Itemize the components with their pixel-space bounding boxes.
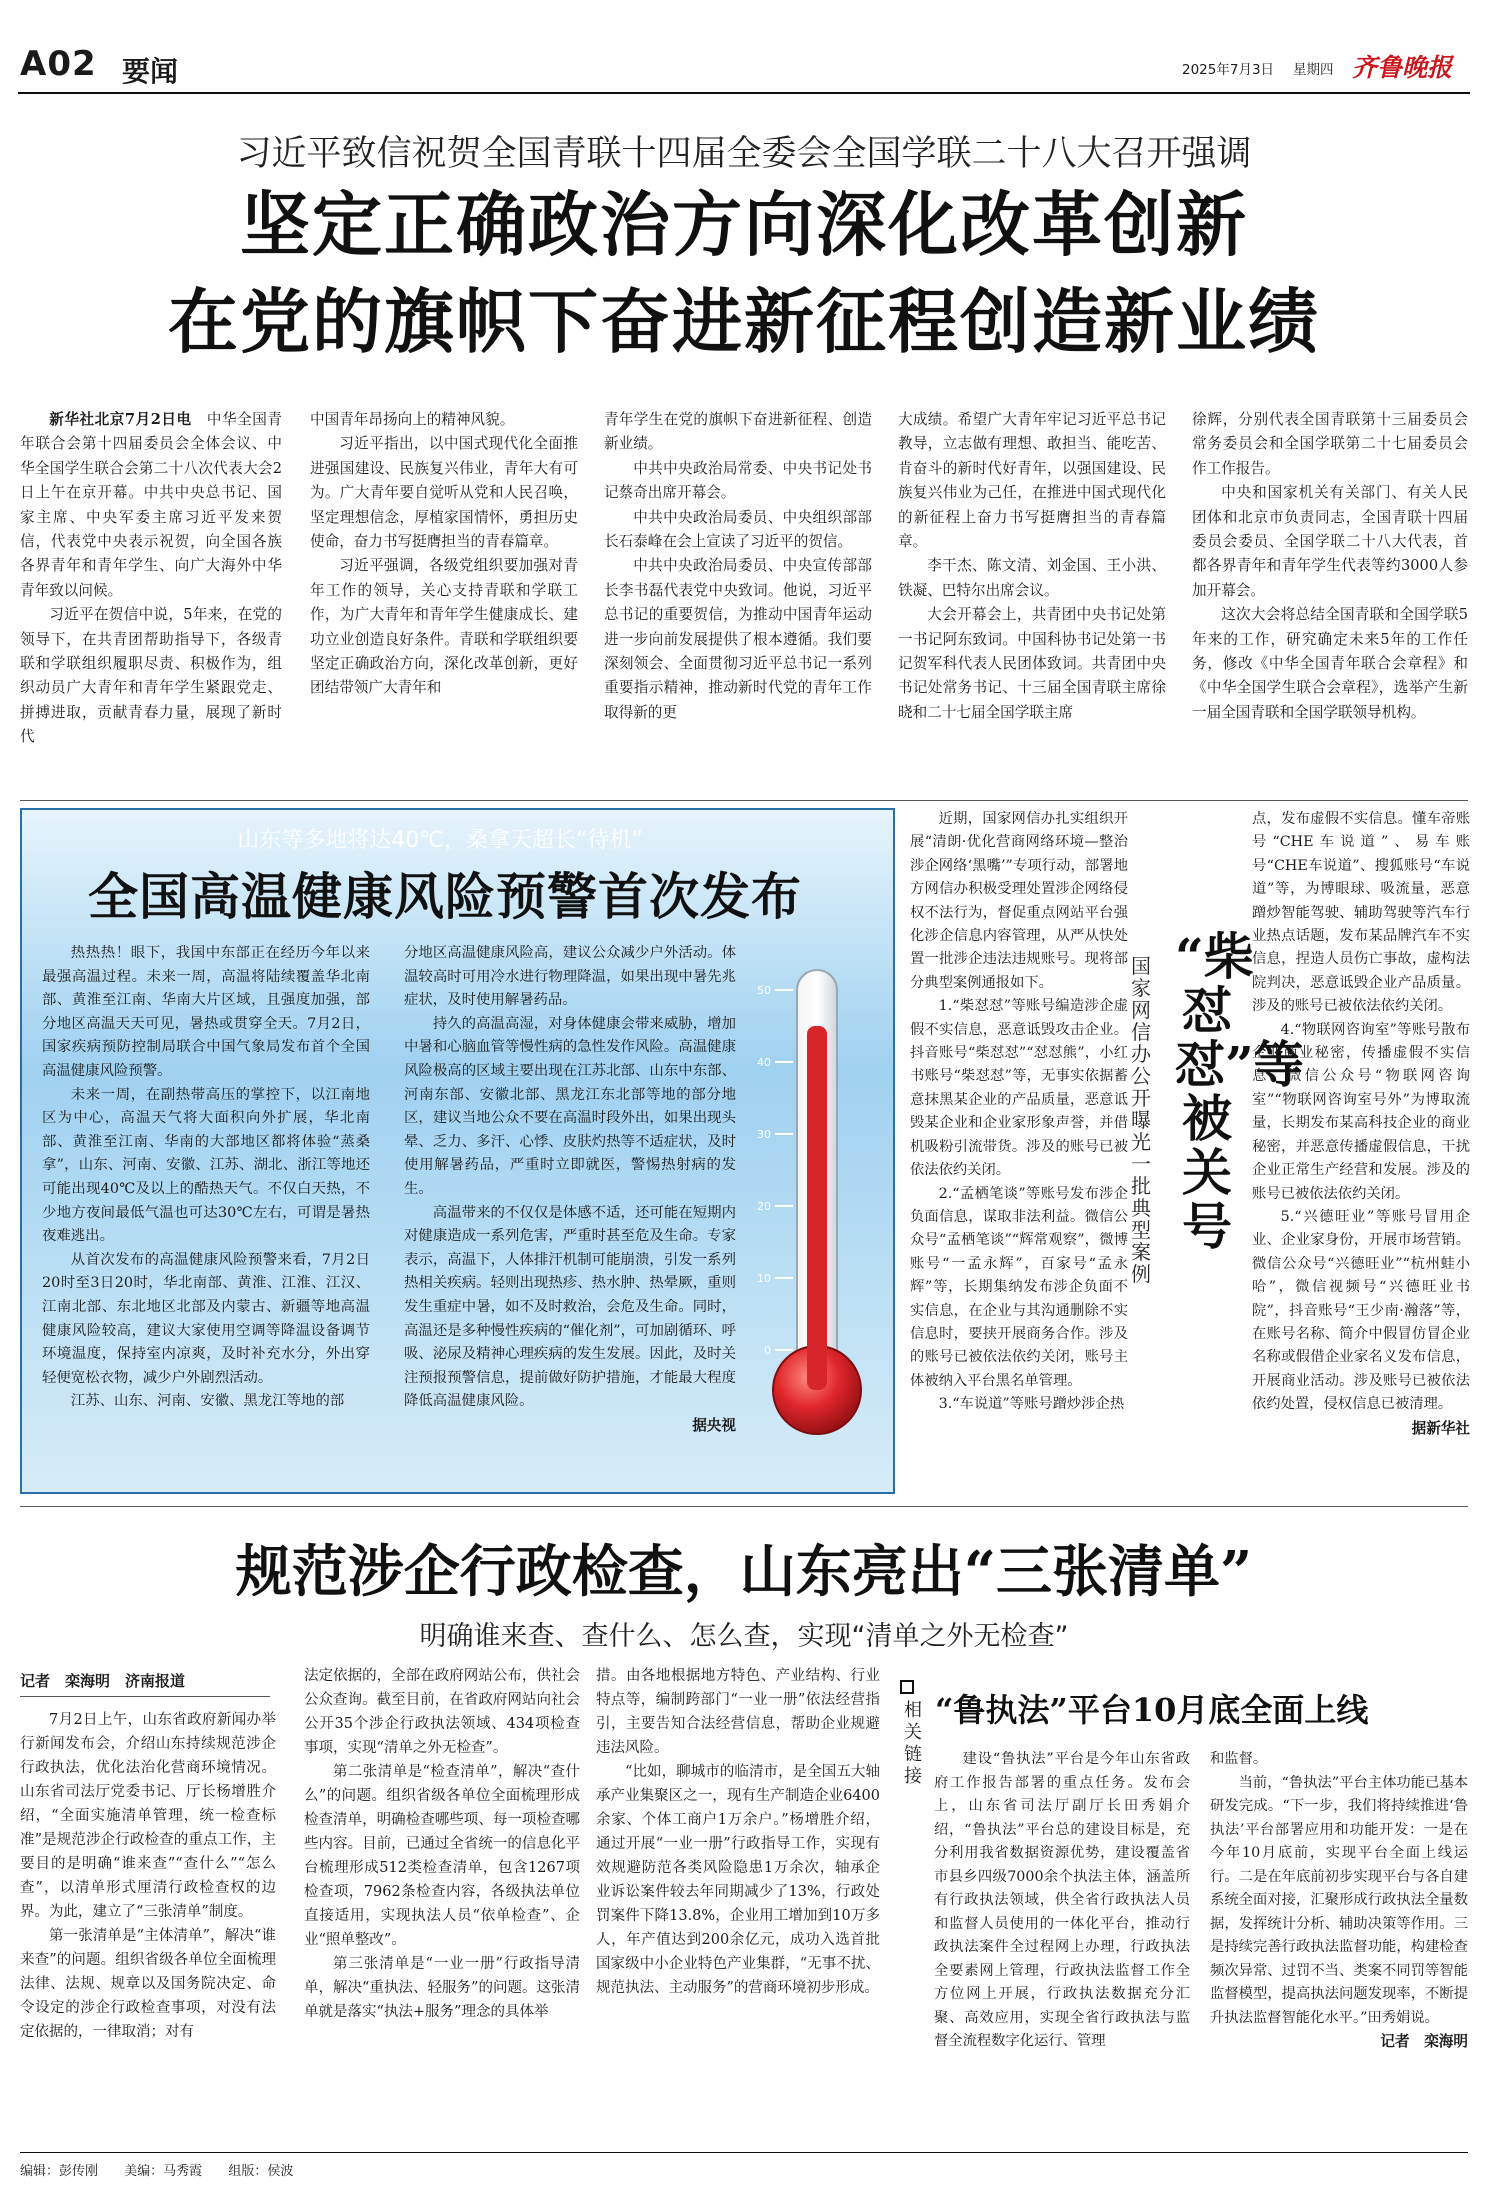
chai-paragraph: 近期，国家网信办扎实组织开展“清朗·优化营商网络环境—整治涉企网络‘黑嘴’”专项行动，部署地方网信办积极受理处置涉企网络侵权不法行为，督促重点网站平台强化涉企信息内容管理，从严从快处置一批涉企违法违规账号。现将部分典型案例通报如下。	[910, 811, 1128, 991]
heat-column-2	[404, 942, 736, 1487]
thermometer-tick-label: 40	[757, 1056, 771, 1069]
lead-column-1	[20, 408, 282, 798]
inspect-paragraph: 措。由各地根据地方特色、产业结构、行业特点等，编制跨部门“一业一册”依法经营指引，主要告知合法经营信息，帮助企业规避违法风险。	[596, 1668, 880, 1756]
lead-paragraph: 中共中央政治局委员、中央组织部部长石泰峰在会上宣读了习近平的贺信。	[604, 508, 872, 551]
issue-weekday: 星期四	[1293, 62, 1334, 78]
lead-paragraph: 习近平强调，各级党组织要加强对青年工作的领导，关心支持青联和学联工作，为广大青年和青年学生健康成长、建功立业创造良好条件。青联和学联组织要坚定正确政治方向，深化改革创新，更好团结带领广大青年和	[310, 557, 578, 697]
inspect-byline: 记者 栾海明 济南报道	[20, 1672, 186, 1690]
luzhifa-paragraph: 当前，“鲁执法”平台主体功能已基本研发完成。“下一步，我们将持续推进‘鲁执法’平台部署应用和功能开发：一是在今年10月底前，实现平台全面上线运行。二是在年底前初步实现平台与各自建系统全面对接，汇聚形成行政执法全量数据，发挥统计分析、辅助决策等作用。三是持续完善行政执法监督功能，构建检查频次异常、过罚不当、类案不同罚等智能监督模型，提高执法问题发现率，不断提升执法监督智能化水平。”田秀娟说。	[1210, 1774, 1468, 2026]
heat-kicker: 山东等多地将达40℃，桑拿天超长“待机”	[237, 828, 643, 853]
thermometer-tick-label: 30	[757, 1128, 771, 1141]
thermometer-mercury	[807, 1026, 827, 1390]
heat-title: 全国高温健康风险预警首次发布	[88, 867, 802, 926]
luzhifa-title: “鲁执法”平台10月底全面上线	[935, 1691, 1369, 1729]
related-link-tag: 相关链接	[904, 1700, 922, 1787]
inspect-title: 规范涉企行政检查，山东亮出“三张清单”	[235, 1539, 1253, 1605]
heat-paragraph: 从首次发布的高温健康风险预警来看，7月2日20时至3日20时，华北南部、黄淮、江淮、江汉、江南北部、东北地区北部及内蒙古、新疆等地高温健康风险较高，建议大家使用空调等降温设备调节环境温度，保持室内凉爽，及时补充水分，外出穿轻便宽松衣物，减少户外剧烈活动。	[42, 1251, 370, 1386]
inspect-column-1	[20, 1708, 276, 2148]
lead-paragraph: 这次大会将总结全国青联和全国学联5年来的工作，研究确定未来5年的工作任务，修改《中华全国青年联合会章程》和《中华全国学生联合会章程》，选举产生新一届全国青联和全国学联领导机构。	[1192, 606, 1468, 721]
thermometer-icon	[735, 950, 885, 1450]
lead-paragraph: 中华全国青年联合会第十四届委员会全体会议、中华全国学生联合会第二十八次代表大会2日上午在京开幕。中共中央总书记、国家主席、中央军委主席习近平发来贺信，代表党中央表示祝贺，向全国各族各界青年和青年学生、向广大海外中华青年致以问候。	[20, 411, 282, 599]
chai-paragraph: 1.“柴怼怼”等账号编造涉企虚假不实信息，恶意诋毁攻击企业。抖音账号“柴怼怼”“怼怼熊”，小红书账号“柴怼怼”等，无事实依据蓄意抹黑某企业的产品质量，恶意诋毁某企业和企业家形象声誉，并借机吸粉引流带货。涉及的账号已被依法依约关闭。	[910, 998, 1128, 1179]
lead-paragraph: 青年学生在党的旗帜下奋进新征程、创造新业绩。	[604, 411, 872, 453]
inspect-column-2	[304, 1664, 580, 2148]
inspect-paragraph: “比如，聊城市的临清市，是全国五大轴承产业集聚区之一，现有生产制造企业6400余家、个体工商户1万余户。”杨增胜介绍，通过开展“一业一册”行政指导工作，实现有效规避防范各类风险隐患1万余次，轴承企业诉讼案件较去年同期减少了13%，行政处罚案件下降13.8%，企业用工增加到10万多人，年产值达到200余亿元，成功入选首批国家级中小企业特色产业集群，“无事不扰、规范执法、主动服务”的营商环境初步形成。	[596, 1764, 880, 1996]
inspect-paragraph: 第二张清单是“检查清单”，解决“查什么”的问题。组织省级各单位全面梳理形成检查清单，明确检查哪些项、每一项检查哪些内容。目前，已通过全省统一的信息化平台梳理形成512类检查清单，包含1267项检查项，7962条检查内容，各级执法单位直接适用，实现执法人员“依单检查”、企业“照单整改”。	[304, 1764, 580, 1948]
inspect-column-3	[596, 1664, 880, 2148]
lead-paragraph: 中共中央政治局常委、中央书记处书记蔡奇出席开幕会。	[604, 459, 872, 502]
lead-dateline: 新华社北京7月2日电	[49, 411, 192, 428]
lead-paragraph: 大会开幕会上，共青团中央书记处第一书记阿东致词。中国科协书记处第一书记贺军科代表人民团体致词。共青团中央书记处常务书记、十三届全国青联主席徐晓和二十七届全国学联主席	[898, 606, 1166, 721]
heat-column-1	[42, 942, 370, 1487]
section-divider	[20, 1506, 1468, 1507]
section-name: 要闻	[122, 55, 179, 88]
heat-credit: 据央视	[692, 1416, 736, 1434]
heat-paragraph: 持久的高温高湿，对身体健康会带来威胁，增加中暑和心脑血管等慢性病的急性发作风险。高温健康风险极高的区域主要出现在江苏北部、山东中东部、河南东部、安徽北部、黑龙江东北部等地的部分地区，建议当地公众不要在高温时段外出，如果出现头晕、乏力、多汗、心悸、皮肤灼热等不适症状，及时使用解暑药品，严重时立即就医，警惕热射病的发生。	[404, 1015, 736, 1197]
header-rule	[18, 92, 1470, 94]
lead-column-2	[310, 408, 578, 798]
footer-design: 美编：马秀霞	[124, 2164, 203, 2179]
thermometer-scale	[757, 984, 793, 1357]
link-marker-icon	[900, 1680, 914, 1694]
chai-paragraph: 点，发布虚假不实信息。懂车帝账号“CHE车说道”、易车账号“CHE车说道”、搜狐账号“车说道”等，为博眼球、吸流量，恶意蹭炒智能驾驶、辅助驾驶等汽车行业热点话题，发布某品牌汽车不实信息，捏造人员伤亡事故，虚构法院判决，恶意诋毁企业产品质量。涉及的账号已被依法依约关闭。	[1252, 811, 1470, 1015]
section-divider	[20, 800, 1468, 801]
newspaper-logo: 齐鲁晚报	[1352, 53, 1453, 82]
thermometer-tick-label: 10	[757, 1272, 771, 1285]
luzhifa-column-2	[1210, 1748, 1468, 2148]
chai-paragraph: 4.“物联网咨询室”等账号散布企业商业秘密，传播虚假不实信息。微信公众号“物联网咨询室”“物联网咨询室号外”为博取流量，长期发布某高科技企业的商业秘密，并恶意传播虚假信息，干扰企业正常生产经营和发展。涉及的账号已被依法依约关闭。	[1252, 1021, 1470, 1202]
chai-paragraph: 3.“车说道”等账号蹭炒涉企热	[938, 1396, 1125, 1413]
lead-paragraph: 习近平在贺信中说，5年来，在党的领导下，在共青团帮助指导下，各级青联和学联组织履职尽责、积极作为，组织动员广大青年和青年学生紧跟党走、拼搏进取，贡献青春力量，展现了新时代	[20, 606, 282, 746]
chai-paragraph: 2.“孟栖笔谈”等账号发布涉企负面信息，谋取非法利益。微信公众号“孟栖笔谈”“辉常观察”，微博账号“一孟永辉”，百家号“孟永辉”等，长期集纳发布涉企负面不实信息，在企业与其沟通删除不实信息时，要挟开展商务合作。涉及的账号已被依法依约关闭，账号主体被纳入平台黑名单管理。	[910, 1185, 1128, 1389]
lead-column-4	[898, 408, 1166, 798]
inspect-paragraph: 第三张清单是“一业一册”行政指导清单，解决“重执法、轻服务”的问题。这张清单就是落实“执法+服务”理念的具体举	[304, 1956, 580, 2020]
lead-kicker: 习近平致信祝贺全国青联十四届全委会全国学联二十八大召开强调	[236, 134, 1252, 174]
byline-rule	[20, 1696, 270, 1697]
thermometer-tick-label: 20	[757, 1200, 771, 1213]
thermometer-tick-label: 0	[764, 1344, 771, 1357]
lead-paragraph: 中央和国家机关有关部门、有关人民团体和北京市负责同志，全国青联十四届委员会委员、全国学联二十八大代表，首都各界青年和青年学生代表等约3000人参加开幕会。	[1192, 484, 1468, 599]
heat-paragraph: 热热热！眼下，我国中东部正在经历今年以来最强高温过程。未来一周，高温将陆续覆盖华北南部、黄淮至江南、华南大片区域，且强度加强，部分地区高温天天可见，暑热或贯穿全天。7月2日，国家疾病预防控制局联合中国气象局发布首个全国高温健康风险预警。	[42, 945, 370, 1079]
thermometer-tick-label: 50	[757, 984, 771, 997]
luzhifa-paragraph: 和监督。	[1210, 1751, 1268, 1767]
lead-paragraph: 中共中央政治局委员、中央宣传部部长李书磊代表党中央致词。他说，习近平总书记的重要贺信，为推动中国青年运动进一步向前发展提供了根本遵循。我们要深刻领会、全面贯彻习近平总书记一系列重要指示精神，推动新时代党的青年工作取得新的更	[604, 557, 872, 721]
footer-editor: 编辑：彭传刚	[20, 2164, 99, 2179]
lead-paragraph: 徐辉，分别代表全国青联第十三届委员会常务委员会和全国学联第二十七届委员会作工作报告。	[1192, 411, 1468, 477]
chai-kicker: 国家网信办公开曝光一批典型案例	[1131, 954, 1151, 1286]
footer-proof: 组版：侯波	[228, 2164, 294, 2179]
luzhifa-column-1	[934, 1748, 1190, 2148]
lead-title-line2: 在党的旗帜下奋进新征程创造新业绩	[168, 280, 1320, 363]
lead-paragraph: 大成绩。希望广大青年牢记习近平总书记教导，立志做有理想、敢担当、能吃苦、肯奋斗的新时代好青年，以强国建设、民族复兴伟业为己任，在推进中国式现代化的新征程上奋力书写挺膺担当的青春篇章。	[898, 411, 1166, 551]
footer-credits	[20, 2160, 315, 2179]
chai-title: “柴怼怼”等被关号	[1175, 927, 1304, 1256]
lead-column-3	[604, 408, 872, 798]
heat-paragraph: 未来一周，在副热带高压的掌控下，以江南地区为中心，高温天气将大面积向外扩展，华北南部、黄淮至江南、华南的大部地区都将体验“蒸桑拿”，山东、河南、安徽、江苏、湖北、浙江等地还可能出现40℃及以上的酷热天气。不仅白天热，不少地方夜间最低气温也可达30℃左右，可谓是暑热夜难逃出。	[42, 1086, 370, 1245]
chai-credit: 据新华社	[1411, 1419, 1470, 1437]
chai-column-1	[910, 808, 1128, 1488]
heat-paragraph: 高温带来的不仅仅是体感不适，还可能在短期内对健康造成一系列危害，严重时甚至危及生命。专家表示，高温下，人体排汗机制可能崩溃，引发一系列热相关疾病。轻则出现热疹、热水肿、热晕厥，重则发生重症中暑，如不及时救治，会危及生命。同时，高温还是多种慢性疾病的“催化剂”，可加剧循环、呼吸、泌尿及精神心理疾病的发生发展。因此，及时关注预报预警信息，提前做好防护措施，才能最大程度降低高温健康风险。	[404, 1204, 736, 1410]
lead-paragraph: 习近平指出，以中国式现代化全面推进强国建设、民族复兴伟业，青年大有可为。广大青年要自觉听从党和人民召唤，坚定理想信念，厚植家国情怀，勇担历史使命，奋力书写挺膺担当的青春篇章。	[310, 435, 578, 551]
inspect-subtitle: 明确谁来查、查什么、怎么查，实现“清单之外无检查”	[419, 1621, 1069, 1652]
lead-paragraph: 中国青年昂扬向上的精神风貌。	[310, 411, 515, 428]
lead-title-line1: 坚定正确政治方向深化改革创新	[240, 183, 1248, 266]
luzhifa-paragraph: 建设“鲁执法”平台是今年山东省政府工作报告部署的重点任务。发布会上，山东省司法厅副厅长田秀娟介绍，“鲁执法”平台总的建设目标是，充分利用我省数据资源优势，建设覆盖省市县乡四级7000余个执法主体，涵盖所有行政执法领域，供全省行政执法人员和监督人员使用的一体化平台，推动行政执法案件全过程网上办理，行政执法全要素网上管理，行政执法监督工作全方位网上开展，行政执法数据充分汇聚、高效应用，实现全省行政执法与监督全流程数字化运行、管理	[934, 1751, 1190, 2049]
heat-paragraph: 江苏、山东、河南、安徽、黑龙江等地的部	[70, 1393, 345, 1410]
issue-date: 2025年7月3日	[1182, 62, 1275, 78]
inspect-paragraph: 第一张清单是“主体清单”，解决“谁来查”的问题。组织省级各单位全面梳理法律、法规、规章以及国务院决定、命令设定的涉企行政检查事项，对没有法定依据的，一律取消；对有	[20, 1928, 276, 2040]
footer-rule	[20, 2152, 1468, 2153]
lead-column-5	[1192, 408, 1468, 798]
heat-paragraph: 分地区高温健康风险高，建议公众减少户外活动。体温较高时可用冷水进行物理降温，如果出现中暑先兆症状，及时使用解暑药品。	[404, 945, 736, 1009]
page-number: A02	[20, 44, 97, 84]
inspect-paragraph: 7月2日上午，山东省政府新闻办举行新闻发布会，介绍山东持续规范涉企行政执法，优化法治化营商环境情况。山东省司法厅党委书记、厅长杨增胜介绍，“全面实施清单管理，统一检查标准”是规范涉企行政检查的重点工作，主要目的是明确“谁来查”“查什么”“怎么查”，以清单形式厘清行政检查权的边界。为此，建立了“三张清单”制度。	[20, 1712, 276, 1920]
chai-column-2	[1252, 808, 1470, 1488]
lead-paragraph: 李干杰、陈文清、刘金国、王小洪、铁凝、巴特尔出席会议。	[898, 557, 1166, 599]
luzhifa-credit: 记者 栾海明	[1380, 2033, 1468, 2050]
inspect-paragraph: 法定依据的，全部在政府网站公布，供社会公众查询。截至目前，在省政府网站向社会公开35个涉企行政执法领域、434项检查事项，实现“清单之外无检查”。	[304, 1668, 580, 1756]
chai-paragraph: 5.“兴德旺业”等账号冒用企业、企业家身份，开展市场营销。微信公众号“兴德旺业”“杭州蛙小哈”，微信视频号“兴德旺业书院”，抖音账号“王少南·瀚落”等，在账号名称、简介中假冒仿冒企业名称或假借企业家名义发布信息，开展商业活动。涉及账号已被依法依约处置，侵权信息已被清理。	[1252, 1208, 1470, 1413]
